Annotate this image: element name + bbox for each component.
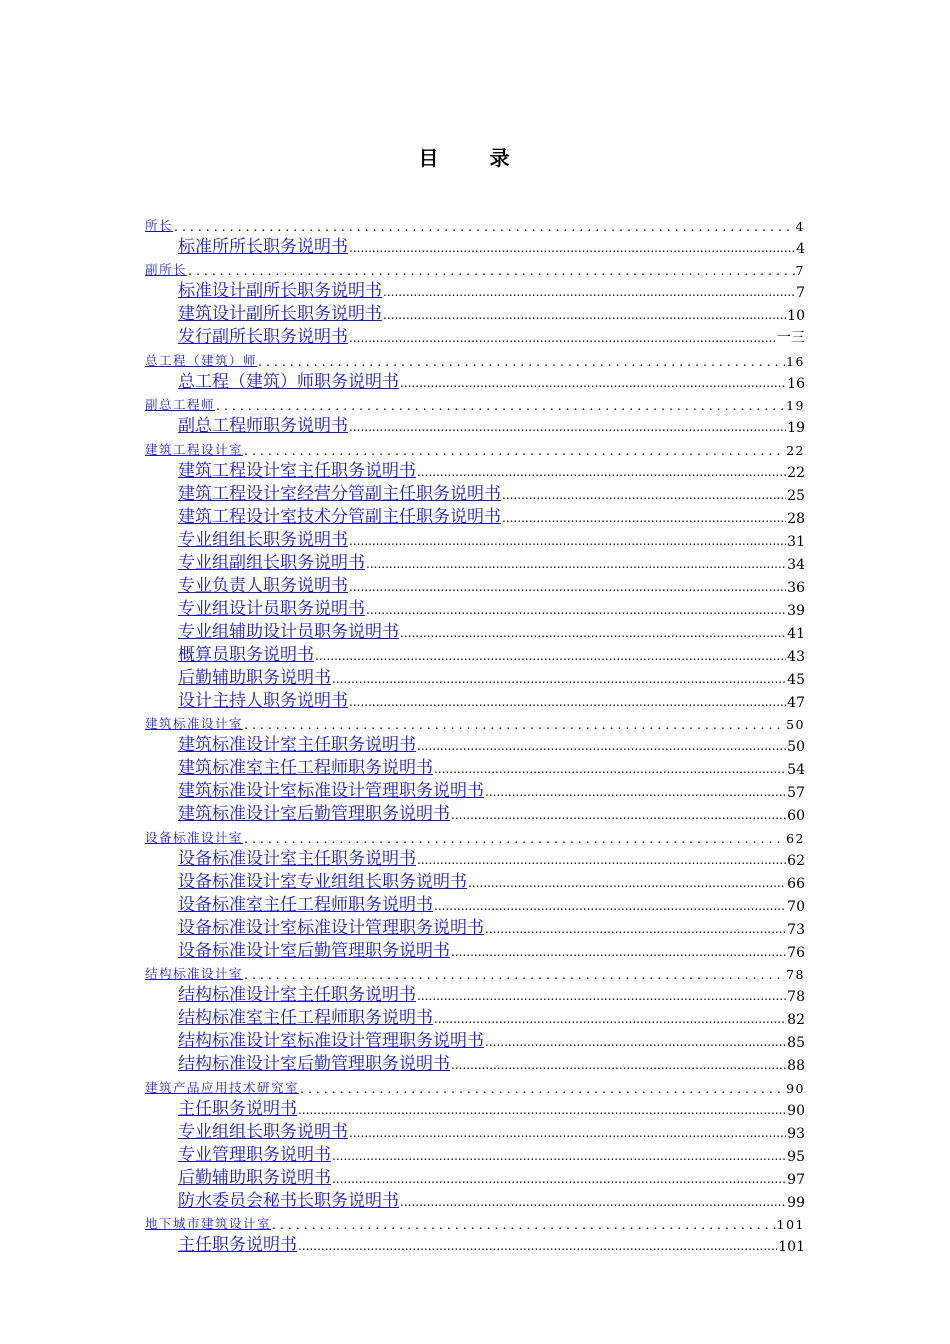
toc-subentry[interactable] [145, 665, 805, 688]
toc-page-number: 57 [787, 785, 805, 801]
toc-page-number: 62 [787, 852, 805, 869]
toc-subentry[interactable] [145, 1005, 805, 1028]
toc-entry-link[interactable]: 建筑工程设计室 [145, 441, 244, 457]
dot-leader [434, 895, 786, 915]
toc-page-number: 45 [787, 671, 805, 688]
dot-leader [332, 668, 786, 688]
toc-page-number: 41 [787, 625, 805, 642]
toc-entry-link[interactable]: 副总工程师 [145, 397, 216, 412]
toc-subentry[interactable] [145, 642, 805, 665]
toc-page-number: 54 [787, 762, 805, 778]
toc-subentry[interactable] [145, 915, 805, 938]
toc-page-number: 一三 [777, 330, 805, 346]
toc-subentry[interactable] [145, 755, 805, 778]
dot-leader [485, 1031, 786, 1051]
dot-leader [400, 1191, 786, 1211]
toc-subentry[interactable] [145, 573, 805, 596]
toc-section-entry[interactable] [145, 824, 805, 846]
toc-entry-link[interactable]: 建筑标准设计室后勤管理职务说明书 [178, 804, 450, 824]
toc-entry-link[interactable]: 结构标准室主任工程师职务说明书 [178, 1008, 433, 1028]
dot-leader [366, 553, 786, 573]
dot-leader [216, 398, 785, 413]
dot-leader [349, 416, 786, 436]
dot-leader [298, 1235, 777, 1255]
toc-entry-link[interactable]: 设备标准室主任工程师职务说明书 [178, 894, 433, 915]
toc-page-number: 39 [787, 602, 805, 619]
toc-page-number: 90 [786, 1080, 805, 1096]
toc-page-number: 73 [787, 921, 805, 938]
toc-subentry[interactable] [145, 481, 805, 504]
toc-subentry[interactable] [145, 846, 805, 869]
toc-page-number: 4 [795, 218, 805, 234]
toc-subentry[interactable] [145, 1028, 805, 1051]
dot-leader [272, 1217, 776, 1232]
toc-page-number: 101 [776, 1217, 805, 1232]
toc-entry-link[interactable]: 结构标准设计室标准设计管理职务说明书 [178, 1031, 484, 1051]
toc-subentry[interactable] [145, 1119, 805, 1142]
toc-page-number: 62 [786, 830, 805, 846]
toc-page-number: 36 [787, 579, 805, 596]
dot-leader [349, 530, 786, 550]
toc-entry-link[interactable]: 标准所所长职务说明书 [178, 236, 348, 257]
dot-leader [300, 1081, 785, 1096]
toc-entry-link[interactable]: 建筑工程设计室经营分管副主任职务说明书 [178, 483, 501, 504]
toc-subentry[interactable] [145, 596, 805, 619]
toc-entry-link[interactable]: 建筑工程设计室技术分管副主任职务说明书 [178, 506, 501, 527]
toc-page-number: 19 [786, 398, 805, 413]
toc-page-number: 85 [787, 1035, 805, 1051]
toc-entry-link[interactable]: 专业组设计员职务说明书 [178, 598, 365, 619]
toc-subentry[interactable] [145, 732, 805, 755]
toc-entry-link[interactable]: 建筑产品应用技术研究室 [145, 1079, 300, 1095]
dot-leader [244, 443, 785, 458]
toc-entry-link[interactable]: 所长 [145, 217, 174, 233]
dot-leader [400, 622, 786, 642]
dot-leader [244, 967, 785, 982]
toc-page-number: 34 [787, 556, 805, 573]
dot-leader [417, 735, 786, 755]
toc-entry-link[interactable]: 设备标准设计室 [145, 829, 244, 845]
toc-section-entry[interactable] [145, 392, 805, 414]
toc-section-entry[interactable] [145, 257, 805, 279]
toc-page-number: 22 [787, 464, 805, 481]
dot-leader [434, 1008, 786, 1028]
toc-entry-link[interactable]: 设备标准设计室专业组组长职务说明书 [178, 871, 467, 892]
dot-leader [349, 576, 786, 596]
dot-leader [417, 849, 786, 869]
toc-entry-link[interactable]: 专业组辅助设计员职务说明书 [178, 621, 399, 642]
toc-entry-link[interactable]: 设备标准设计室主任职务说明书 [178, 848, 416, 869]
toc-entry-link[interactable]: 发行副所长职务说明书 [178, 327, 348, 347]
toc-page-number: 22 [786, 442, 805, 458]
dot-leader [188, 263, 795, 278]
dot-leader [417, 461, 786, 481]
toc-entry-link[interactable]: 专业组副组长职务说明书 [178, 552, 365, 573]
toc-page-number: 19 [787, 420, 805, 436]
toc-subentry[interactable] [145, 413, 805, 436]
toc-subentry[interactable] [145, 869, 805, 892]
toc-subentry[interactable] [145, 504, 805, 527]
toc-page-number: 82 [787, 1012, 805, 1028]
toc-page-number: 90 [787, 1102, 805, 1119]
toc-page-number: 95 [787, 1148, 805, 1165]
dot-leader [349, 1122, 786, 1142]
dot-leader [400, 372, 786, 392]
toc-section-entry[interactable] [145, 347, 805, 369]
dot-leader [258, 354, 785, 369]
dot-leader [349, 237, 795, 257]
toc-page-number: 50 [787, 739, 805, 755]
toc-entry-link[interactable]: 设备标准设计室后勤管理职务说明书 [178, 940, 450, 961]
toc-entry-link[interactable]: 专业组组长职务说明书 [178, 529, 348, 550]
dot-leader [298, 1099, 786, 1119]
toc-entry-link[interactable]: 副所长 [145, 262, 188, 277]
toc-subentry[interactable] [145, 301, 805, 324]
toc-subentry[interactable] [145, 234, 805, 257]
toc-subentry[interactable] [145, 527, 805, 550]
toc-page-number: 60 [787, 808, 805, 824]
dot-leader [451, 1054, 786, 1074]
toc-entry-link[interactable]: 结构标准设计室后勤管理职务说明书 [178, 1054, 450, 1074]
toc-page-number: 93 [787, 1125, 805, 1142]
toc-page-number: 16 [786, 353, 805, 369]
toc-entry-link[interactable]: 地下城市建筑设计室 [145, 1216, 272, 1231]
toc-entry-link[interactable]: 专业组组长职务说明书 [178, 1121, 348, 1142]
toc-subentry[interactable] [145, 458, 805, 481]
toc-section-entry[interactable] [145, 1211, 805, 1233]
toc-entry-link[interactable]: 总工程（建筑）师职务说明书 [178, 371, 399, 392]
toc-page-number: 97 [787, 1171, 805, 1188]
toc-entry-link[interactable]: 建筑标准设计室 [145, 716, 244, 731]
dot-leader [502, 484, 786, 504]
toc-subentry[interactable] [145, 550, 805, 573]
toc-entry-link[interactable]: 建筑设计副所长职务说明书 [178, 304, 382, 324]
toc-page-number: 78 [786, 967, 805, 982]
toc-entry-link[interactable]: 建筑标准设计室标准设计管理职务说明书 [178, 781, 484, 801]
toc-entry-link[interactable]: 主任职务说明书 [178, 1098, 297, 1119]
toc-entry-link[interactable]: 后勤辅助职务说明书 [178, 1167, 331, 1188]
toc-entry-link[interactable]: 专业管理职务说明书 [178, 1144, 331, 1165]
toc-entry-link[interactable]: 结构标准设计室 [145, 966, 244, 981]
toc-subentry[interactable] [145, 369, 805, 392]
toc-page-number: 16 [787, 375, 805, 392]
toc-section-entry[interactable] [145, 711, 805, 733]
toc-entry-link[interactable]: 专业负责人职务说明书 [178, 575, 348, 596]
dot-leader [174, 219, 795, 234]
dot-leader [451, 804, 786, 824]
toc-subentry[interactable] [145, 1142, 805, 1165]
toc-page-number: 43 [787, 648, 805, 665]
toc-entry-link[interactable]: 主任职务说明书 [178, 1235, 297, 1255]
dot-leader [244, 717, 785, 732]
dot-leader [366, 599, 786, 619]
toc-page-number: 10 [787, 308, 805, 324]
toc-subentry[interactable] [145, 1188, 805, 1211]
toc-page-number: 31 [787, 533, 805, 550]
dot-leader [349, 327, 776, 347]
dot-leader [468, 872, 786, 892]
toc-page-number: 88 [787, 1058, 805, 1074]
toc-page-number: 99 [787, 1194, 805, 1211]
toc-subentry[interactable] [145, 688, 805, 711]
toc-subentry[interactable] [145, 278, 805, 301]
toc-entry-link[interactable]: 结构标准设计室主任职务说明书 [178, 985, 416, 1005]
table-of-contents [145, 212, 805, 1255]
toc-page-number: 78 [787, 989, 805, 1005]
dot-leader [315, 645, 786, 665]
dot-leader [417, 985, 786, 1005]
toc-entry-link[interactable]: 建筑工程设计室主任职务说明书 [178, 460, 416, 481]
toc-entry-link[interactable]: 概算员职务说明书 [178, 644, 314, 665]
toc-subentry[interactable] [145, 619, 805, 642]
toc-section-entry[interactable] [145, 961, 805, 983]
toc-subentry[interactable] [145, 324, 805, 347]
dot-leader [451, 941, 786, 961]
toc-page-number: 4 [796, 240, 805, 257]
toc-subentry[interactable] [145, 1096, 805, 1119]
toc-section-entry[interactable] [145, 436, 805, 458]
toc-entry-link[interactable]: 建筑标准室主任工程师职务说明书 [178, 758, 433, 778]
toc-subentry[interactable] [145, 892, 805, 915]
toc-subentry[interactable] [145, 938, 805, 961]
toc-page-number: 66 [787, 875, 805, 892]
toc-subentry[interactable] [145, 1165, 805, 1188]
toc-subentry[interactable] [145, 1051, 805, 1074]
toc-page-number: 47 [787, 694, 805, 711]
dot-leader [502, 507, 786, 527]
toc-entry-link[interactable]: 后勤辅助职务说明书 [178, 667, 331, 688]
dot-leader [332, 1168, 786, 1188]
toc-page-number: 50 [786, 717, 805, 732]
toc-page-number: 25 [787, 487, 805, 504]
toc-entry-link[interactable]: 总工程（建筑）师 [145, 352, 258, 368]
toc-page-number: 101 [778, 1239, 805, 1255]
toc-subentry[interactable] [145, 801, 805, 824]
toc-entry-link[interactable]: 标准设计副所长职务说明书 [178, 281, 382, 301]
toc-page-number: 76 [787, 944, 805, 961]
dot-leader [244, 831, 785, 846]
dot-leader [485, 918, 786, 938]
dot-leader [485, 781, 786, 801]
dot-leader [349, 691, 786, 711]
toc-entry-link[interactable]: 设备标准设计室标准设计管理职务说明书 [178, 917, 484, 938]
dot-leader [332, 1145, 786, 1165]
toc-entry-link[interactable]: 建筑标准设计室主任职务说明书 [178, 735, 416, 755]
dot-leader [383, 304, 786, 324]
toc-subentry[interactable] [145, 982, 805, 1005]
toc-page-number: 70 [787, 898, 805, 915]
dot-leader [383, 281, 795, 301]
toc-page-number: 28 [787, 510, 805, 527]
toc-page-number: 7 [795, 263, 805, 278]
dot-leader [434, 758, 786, 778]
toc-entry-link[interactable]: 防水委员会秘书长职务说明书 [178, 1190, 399, 1211]
toc-entry-link[interactable]: 设计主持人职务说明书 [178, 690, 348, 711]
toc-section-entry[interactable] [145, 1074, 805, 1096]
toc-subentry[interactable] [145, 778, 805, 801]
toc-section-entry[interactable] [145, 212, 805, 234]
toc-entry-link[interactable]: 副总工程师职务说明书 [178, 416, 348, 436]
page-title: 目 录 [418, 146, 532, 170]
toc-page-number: 7 [796, 285, 805, 301]
toc-subentry[interactable] [145, 1232, 805, 1255]
